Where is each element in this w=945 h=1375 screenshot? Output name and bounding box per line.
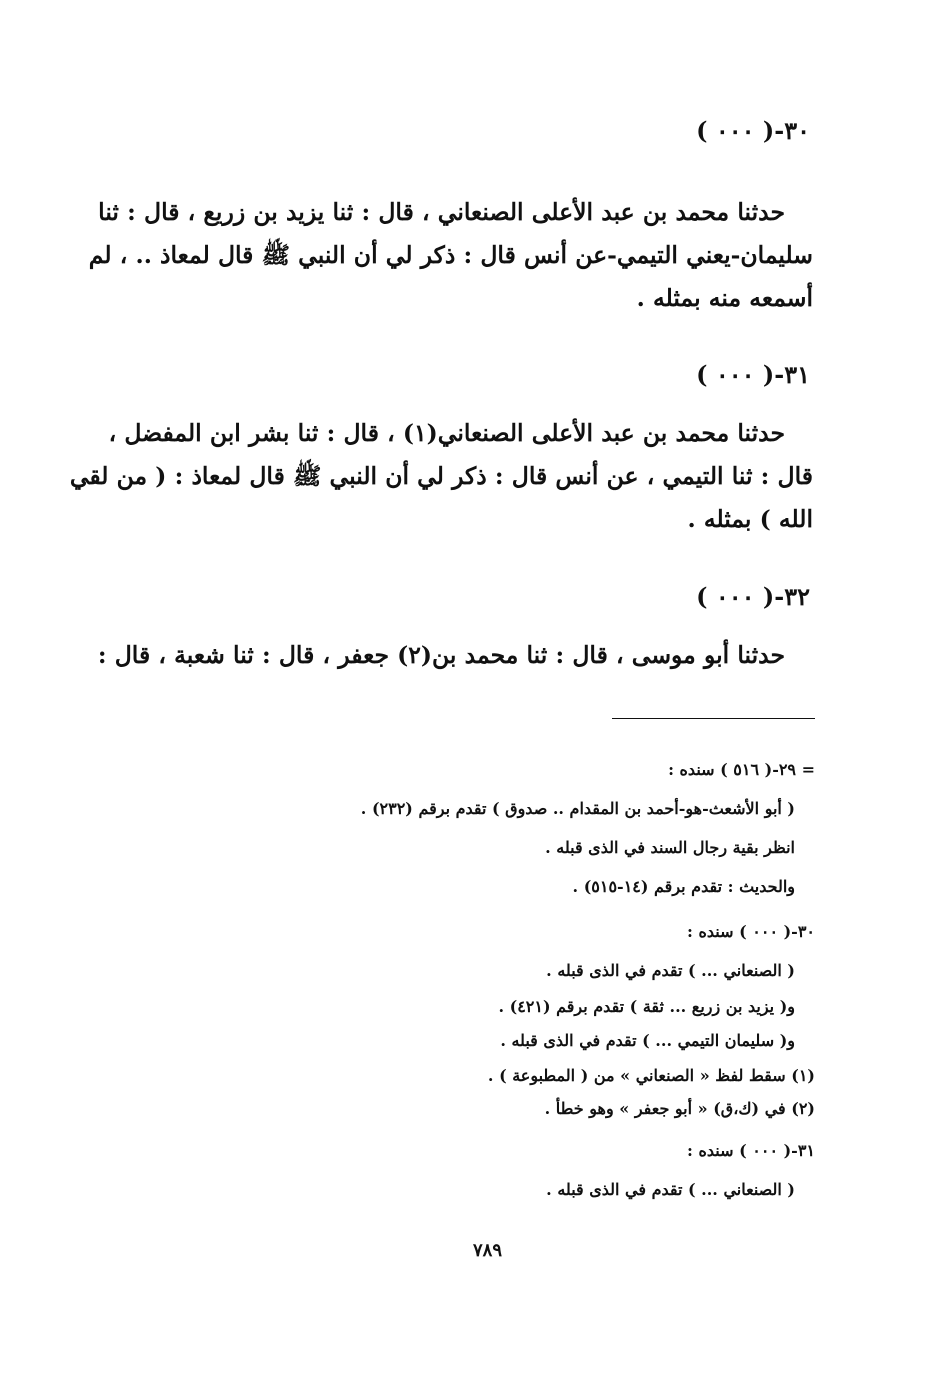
hadith-text-30 xyxy=(88,191,813,320)
footnote-line: ( الصنعاني ... ) تقدم في الذى قبله . xyxy=(546,961,795,980)
hadith-text-31 xyxy=(69,412,813,541)
footnote-line: ٣٠-( ٠٠٠ ) سنده : xyxy=(687,922,815,941)
hadith-heading-32: ٣٢-( ٠٠٠ ) xyxy=(696,582,810,611)
footnote-line: و( سليمان التيمي ... ) تقدم في الذى قبله . xyxy=(500,1031,795,1050)
footnote-separator xyxy=(612,718,815,719)
text-line: حدثنا محمد بن عبد الأعلى الصنعاني ، قال : ثنا يزيد بن زريع ، قال : ثنا xyxy=(98,198,785,226)
text-line: سليمان-يعني التيمي-عن أنس قال : ذكر لي أن النبي ﷺ قال لمعاذ .. ، لم xyxy=(88,241,813,269)
text-line: حدثنا أبو موسى ، قال : ثنا محمد بن(٢) جعفر ، قال : ثنا شعبة ، قال : xyxy=(97,641,785,669)
page-number: ٧٨٩ xyxy=(472,1240,502,1261)
footnote-line: = ٢٩-( ٥١٦ ) سنده : xyxy=(668,760,815,779)
footnote-line: (١) سقط لفظ « الصنعاني » من ( المطبوعة ) . xyxy=(487,1066,815,1085)
text-line: أسمعه منه بمثله . xyxy=(636,284,813,312)
footnote-line: و( يزيد بن زريع ... ثقة ) تقدم برقم (٤٢١) . xyxy=(498,997,795,1016)
footnote-line: (٢) في (ك،ق) « أبو جعفر » وهو خطأ . xyxy=(544,1099,815,1118)
footnote-line: ( الصنعاني ... ) تقدم في الذى قبله . xyxy=(546,1180,795,1199)
hadith-heading-30: ٣٠-( ٠٠٠ ) xyxy=(696,116,810,145)
footnote-line: ( أبو الأشعث-هو-أحمد بن المقدام .. صدوق ) تقدم برقم (٢٣٢) . xyxy=(360,799,795,818)
hadith-text-32 xyxy=(97,634,813,677)
text-line: الله ) بمثله . xyxy=(687,505,813,533)
footnote-line: ٣١-( ٠٠٠ ) سنده : xyxy=(687,1141,815,1160)
text-line: قال : ثنا التيمي ، عن أنس قال : ذكر لي أن النبي ﷺ قال لمعاذ : ( من لقي xyxy=(69,462,813,490)
hadith-heading-31: ٣١-( ٠٠٠ ) xyxy=(696,360,810,389)
footnote-line: انظر بقية رجال السند في الذى قبله . xyxy=(545,838,795,857)
footnote-line: والحديث : تقدم برقم (١٤-٥١٥) . xyxy=(572,877,795,896)
text-line: حدثنا محمد بن عبد الأعلى الصنعاني(١) ، قال : ثنا بشر ابن المفضل ، xyxy=(108,419,785,447)
